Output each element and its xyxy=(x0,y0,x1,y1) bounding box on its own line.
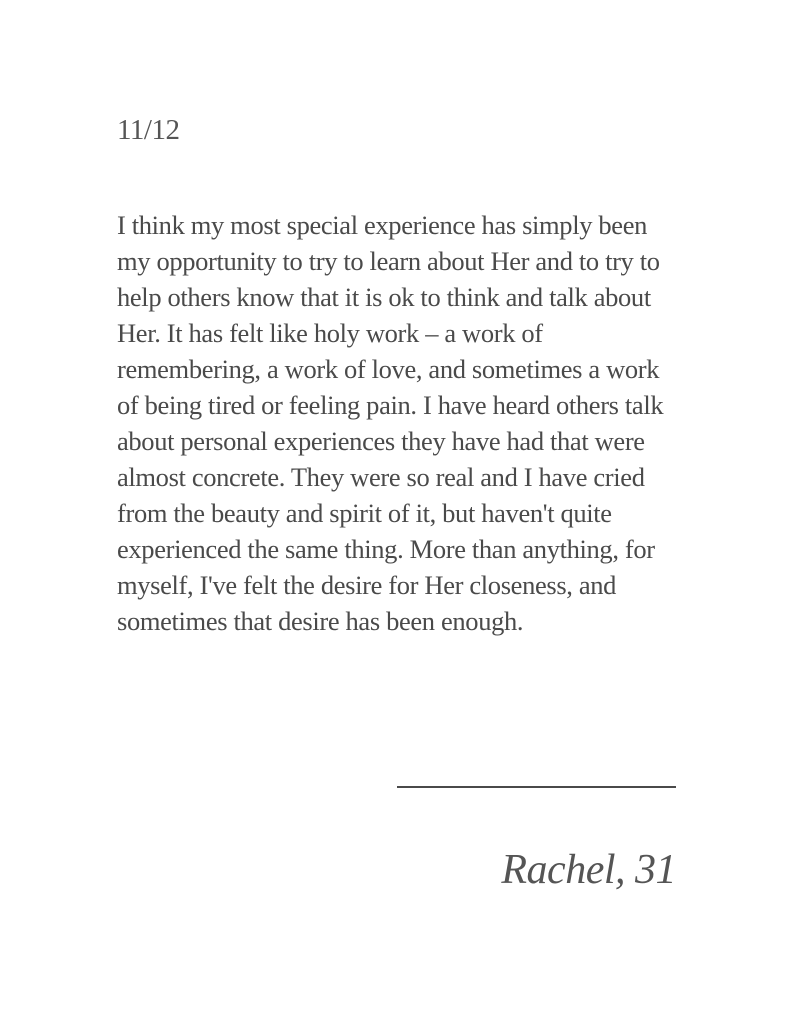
signature-name-age: Rachel, 31 xyxy=(501,847,676,893)
page-number: 11/12 xyxy=(117,114,180,146)
signature-line xyxy=(397,786,676,788)
testimony-text: I think my most special experience has simply been my opportunity to try to learn about Her and to try to help others know that it is ok to think and talk about Her. It has felt like holy work – a work of remembering, a work of love, and sometimes a work of being tired or feeling pain. I have heard others talk about personal experiences they have had that were almost concrete. They were so real and I have cried from the beauty and spirit of it, but haven't quite experienced the same thing. More than anything, for myself, I've felt the desire for Her closeness, and sometimes that desire has been enough. xyxy=(117,210,664,636)
